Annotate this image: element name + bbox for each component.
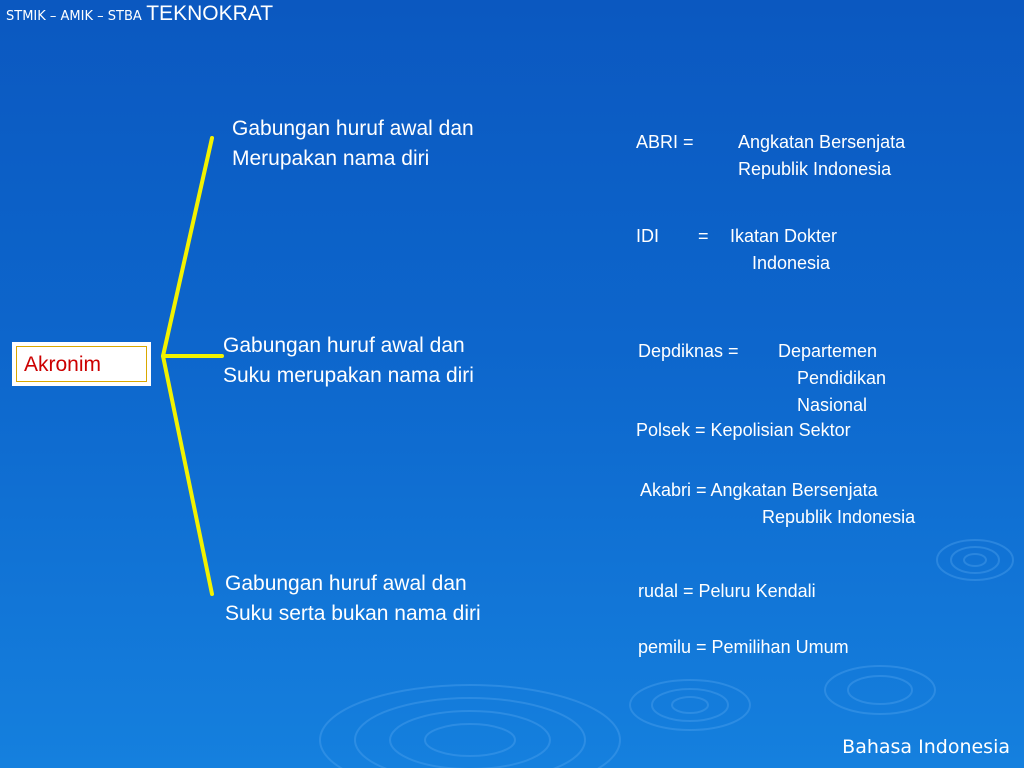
connector-branch-3 <box>163 356 212 594</box>
connector-branch-1 <box>163 138 212 356</box>
example-depdiknas-line-1: Departemen <box>778 341 878 361</box>
footer-course-label: Bahasa Indonesia <box>842 736 1010 758</box>
example-idi-line-2: Indonesia <box>752 253 831 273</box>
example-abri-meaning <box>738 129 905 183</box>
example-depdiknas-line-3: Nasional <box>797 395 868 415</box>
example-depdiknas-line-2: Pendidikan <box>797 368 887 388</box>
branch-1-line-1: Gabungan huruf awal dan <box>232 117 474 140</box>
example-abri-term: ABRI = <box>636 132 694 152</box>
example-pemilu: pemilu = Pemilihan Umum <box>638 637 849 657</box>
example-akabri-line-1: Akabri = Angkatan Bersenjata <box>640 480 878 500</box>
example-idi-term: IDI <box>636 226 660 246</box>
branch-2 <box>223 331 474 391</box>
example-abri-line-1: Angkatan Bersenjata <box>738 132 906 152</box>
root-node-label: Akronim <box>24 353 102 376</box>
example-idi-equals: = <box>698 226 709 246</box>
branch-3 <box>225 569 481 629</box>
branch-2-line-2: Suku merupakan nama diri <box>223 364 474 387</box>
branch-1-line-2: Merupakan nama diri <box>232 147 430 170</box>
example-depdiknas-term: Depdiknas = <box>638 341 739 361</box>
header-teknokrat: TEKNOKRAT <box>146 2 274 25</box>
example-idi-line-1: Ikatan Dokter <box>730 226 838 246</box>
root-node-box <box>12 342 151 386</box>
example-rudal: rudal = Peluru Kendali <box>638 581 816 601</box>
branch-3-line-1: Gabungan huruf awal dan <box>225 572 467 595</box>
branch-2-line-1: Gabungan huruf awal dan <box>223 334 465 357</box>
header-institutions: STMIK – AMIK – STBA <box>6 9 142 24</box>
example-akabri-line-2: Republik Indonesia <box>762 507 916 527</box>
example-abri-line-2: Republik Indonesia <box>738 159 892 179</box>
example-polsek: Polsek = Kepolisian Sektor <box>636 420 851 440</box>
branch-3-line-2: Suku serta bukan nama diri <box>225 602 481 625</box>
branch-1 <box>232 114 474 174</box>
